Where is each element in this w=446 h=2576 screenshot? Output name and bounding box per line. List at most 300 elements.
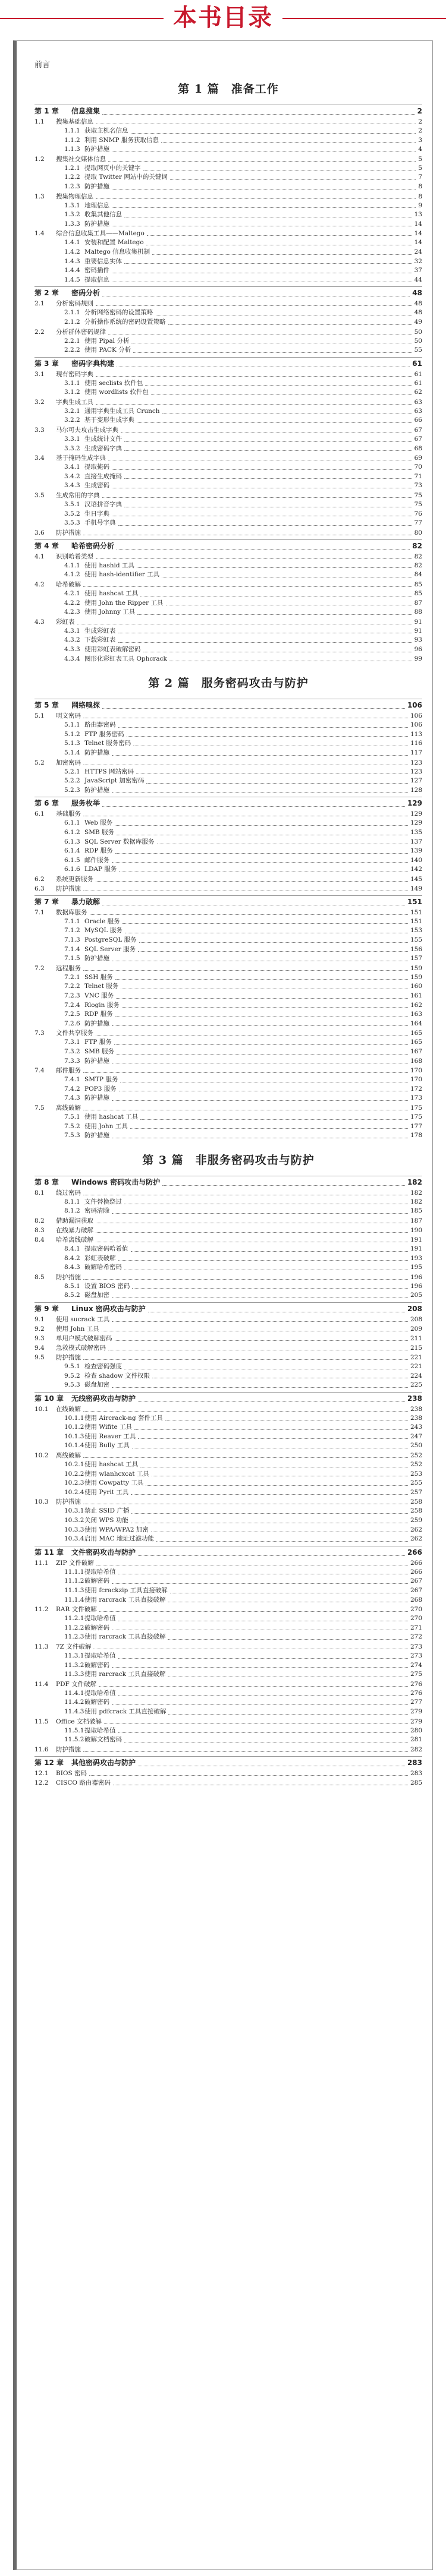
subsection-entry-title: SMB 服务 <box>84 828 114 836</box>
leader-dots <box>93 1648 408 1649</box>
subsection-entry[interactable] <box>34 201 422 211</box>
subsection-entry[interactable] <box>34 1113 422 1122</box>
section-entry-page: 2 <box>418 118 422 125</box>
section-entry-title: 彩虹表 <box>56 618 75 626</box>
leader-dots <box>83 1410 408 1412</box>
subsection-entry[interactable] <box>34 266 422 276</box>
subsection-entry[interactable] <box>34 636 422 645</box>
section-entry-number: 10.1 <box>34 1405 49 1413</box>
leader-dots <box>170 179 416 180</box>
leader-dots <box>145 384 412 386</box>
subsection-entry-page: 61 <box>414 379 422 387</box>
subsection-entry-number: 3.5.3 <box>64 519 80 527</box>
section-entry[interactable] <box>34 1451 422 1460</box>
leader-dots <box>138 951 408 952</box>
subsection-entry-title: 破解密码 <box>84 1699 109 1706</box>
leader-dots <box>112 1100 408 1101</box>
subsection-entry[interactable] <box>34 1633 422 1642</box>
leader-dots <box>96 123 416 124</box>
subsection-entry[interactable] <box>34 220 422 229</box>
subsection-entry-title: 手机号字典 <box>84 519 116 527</box>
leader-dots <box>96 558 412 559</box>
section-entry[interactable] <box>34 1680 422 1689</box>
section-entry[interactable] <box>34 875 422 884</box>
subsection-entry-title: Oracle 服务 <box>84 917 120 925</box>
leader-dots <box>83 815 408 816</box>
subsection-entry[interactable] <box>34 308 422 318</box>
section-entry-number: 11.1 <box>34 1559 49 1567</box>
leader-dots <box>112 1629 408 1630</box>
section-entry[interactable] <box>34 117 422 127</box>
chapter-entry[interactable] <box>34 699 422 711</box>
section-entry[interactable] <box>34 711 422 721</box>
subsection-entry[interactable] <box>34 1661 422 1671</box>
section-entry-title: 防护措施 <box>56 1498 81 1506</box>
chapter-entry-title: 密码字典构建 <box>71 359 115 368</box>
subsection-entry[interactable] <box>34 127 422 136</box>
subsection-entry[interactable] <box>34 164 422 173</box>
subsection-entry-number: 11.1.4 <box>64 1596 84 1603</box>
subsection-entry[interactable] <box>34 238 422 248</box>
subsection-entry[interactable] <box>34 210 422 220</box>
chapter-entry-page: 182 <box>407 1177 422 1186</box>
subsection-entry[interactable] <box>34 1001 422 1011</box>
subsection-entry[interactable] <box>34 1414 422 1423</box>
subsection-entry[interactable] <box>34 248 422 257</box>
subsection-entry-page: 267 <box>410 1587 422 1594</box>
subsection-entry[interactable] <box>34 257 422 267</box>
leader-dots <box>104 1723 408 1724</box>
subsection-entry-number: 3.5.1 <box>64 501 80 509</box>
subsection-entry-number: 3.3.2 <box>64 444 80 452</box>
subsection-entry-page: 85 <box>414 590 422 597</box>
leader-dots <box>83 717 408 718</box>
section-entry[interactable] <box>34 1353 422 1362</box>
section-entry-title: 字典生成工具 <box>56 398 93 406</box>
section-entry-number: 9.3 <box>34 1334 45 1342</box>
subsection-entry[interactable] <box>34 1479 422 1488</box>
subsection-entry[interactable] <box>34 1507 422 1516</box>
subsection-entry-title: 提取哈希值 <box>84 1726 116 1734</box>
subsection-entry-number: 1.3.1 <box>64 201 80 209</box>
subsection-entry-page: 262 <box>410 1535 422 1543</box>
section-entry[interactable] <box>34 370 422 379</box>
subsection-entry[interactable] <box>34 500 422 510</box>
subsection-entry-title: 使用 seclists 软件包 <box>84 379 143 387</box>
subsection-entry-title: 使用 pdfcrack 工具直接破解 <box>84 1707 167 1715</box>
subsection-entry-page: 247 <box>410 1432 422 1440</box>
section-entry[interactable] <box>34 552 422 561</box>
section-entry-title: 哈希破解 <box>56 581 81 588</box>
subsection-entry-title: 提取密码哈希值 <box>84 1245 128 1252</box>
subsection-entry[interactable] <box>34 828 422 838</box>
subsection-entry[interactable] <box>34 1122 422 1132</box>
subsection-entry[interactable] <box>34 1735 422 1745</box>
subsection-entry[interactable] <box>34 730 422 740</box>
subsection-entry-title: 使用 hashcat 工具 <box>84 1113 139 1120</box>
subsection-entry[interactable] <box>34 936 422 945</box>
subsection-entry-page: 7 <box>418 173 422 181</box>
subsection-entry[interactable] <box>34 1254 422 1264</box>
subsection-entry-title: 防护措施 <box>84 1132 109 1139</box>
subsection-entry[interactable] <box>34 1207 422 1216</box>
subsection-entry[interactable] <box>34 1038 422 1047</box>
subsection-entry[interactable] <box>34 1441 422 1451</box>
section-entry[interactable] <box>34 908 422 917</box>
subsection-entry-title: 使用 WPA/WPA2 加密 <box>84 1526 149 1533</box>
section-entry[interactable] <box>34 299 422 308</box>
subsection-entry[interactable] <box>34 481 422 491</box>
section-entry[interactable] <box>34 1778 422 1788</box>
subsection-entry-page: 9 <box>418 201 422 209</box>
section-entry[interactable] <box>34 1605 422 1614</box>
subsection-entry[interactable] <box>34 627 422 636</box>
toc-body <box>34 55 422 1788</box>
subsection-entry[interactable] <box>34 1689 422 1699</box>
section-entry[interactable] <box>34 229 422 238</box>
subsection-entry-page: 267 <box>410 1577 422 1585</box>
subsection-entry-page: 66 <box>414 416 422 424</box>
subsection-entry[interactable] <box>34 1460 422 1470</box>
subsection-entry-number: 7.1.1 <box>64 917 80 925</box>
subsection-entry[interactable] <box>34 1057 422 1066</box>
section-entry[interactable] <box>34 453 422 463</box>
subsection-entry[interactable] <box>34 1470 422 1479</box>
subsection-entry-number: 1.2.1 <box>64 164 80 172</box>
leader-dots <box>99 1685 408 1687</box>
leader-dots <box>152 1475 408 1476</box>
subsection-entry[interactable] <box>34 519 422 528</box>
subsection-entry-page: 142 <box>410 866 422 873</box>
chapter-entry[interactable] <box>34 1756 422 1769</box>
subsection-entry[interactable] <box>34 472 422 482</box>
section-entry[interactable] <box>34 1497 422 1507</box>
section-entry[interactable] <box>34 758 422 768</box>
section-entry-page: 50 <box>414 328 422 336</box>
subsection-entry[interactable] <box>34 838 422 847</box>
section-entry-page: 252 <box>410 1452 422 1460</box>
chapter-entry[interactable] <box>34 797 422 809</box>
leader-dots <box>124 441 412 442</box>
subsection-entry-title: 提取 Twitter 网站中的关键词 <box>84 173 168 181</box>
subsection-entry[interactable] <box>34 589 422 599</box>
subsection-entry[interactable] <box>34 1010 422 1019</box>
subsection-entry[interactable] <box>34 444 422 454</box>
chapter-entry[interactable] <box>34 1392 422 1404</box>
subsection-entry[interactable] <box>34 749 422 758</box>
leader-dots <box>115 1016 408 1017</box>
subsection-entry[interactable] <box>34 346 422 355</box>
subsection-entry[interactable] <box>34 1282 422 1292</box>
leader-dots <box>102 708 405 709</box>
subsection-entry-title: 使用 hash-identifier 工具 <box>84 571 160 579</box>
section-entry[interactable] <box>34 397 422 407</box>
subsection-entry[interactable] <box>34 1372 422 1381</box>
section-entry[interactable] <box>34 1315 422 1324</box>
subsection-entry[interactable] <box>34 973 422 983</box>
chapter-entry[interactable] <box>34 539 422 552</box>
subsection-entry[interactable] <box>34 1698 422 1707</box>
section-entry-title: BIOS 密码 <box>56 1769 87 1777</box>
subsection-entry-title: 使用 Reaver 工具 <box>84 1432 136 1440</box>
subsection-entry[interactable] <box>34 510 422 519</box>
subsection-entry[interactable] <box>34 739 422 749</box>
leader-dots <box>96 1241 408 1242</box>
section-entry[interactable] <box>34 528 422 538</box>
subsection-entry[interactable] <box>34 1526 422 1535</box>
section-entry-page: 75 <box>414 492 422 500</box>
subsection-entry-number: 10.2.4 <box>64 1488 84 1496</box>
subsection-entry[interactable] <box>34 1516 422 1526</box>
section-entry[interactable] <box>34 425 422 435</box>
subsection-entry[interactable] <box>34 1362 422 1372</box>
chapter-entry[interactable] <box>34 895 422 908</box>
chapter-entry[interactable] <box>34 286 422 299</box>
subsection-entry[interactable] <box>34 379 422 389</box>
subsection-entry-number: 3.4.2 <box>64 472 80 480</box>
subsection-entry[interactable] <box>34 463 422 472</box>
subsection-entry[interactable] <box>34 1488 422 1498</box>
subsection-entry[interactable] <box>34 982 422 992</box>
subsection-entry-page: 279 <box>410 1707 422 1715</box>
subsection-entry-number: 11.1.2 <box>64 1577 84 1585</box>
section-entry[interactable] <box>34 1769 422 1778</box>
section-entry[interactable] <box>34 1066 422 1075</box>
subsection-entry[interactable] <box>34 1245 422 1254</box>
subsection-entry[interactable] <box>34 954 422 964</box>
leader-dots <box>96 880 408 882</box>
subsection-entry-page: 24 <box>414 248 422 255</box>
subsection-entry-page: 32 <box>414 257 422 265</box>
subsection-entry[interactable] <box>34 1131 422 1141</box>
subsection-entry[interactable] <box>34 570 422 580</box>
section-entry-title: 防护措施 <box>56 1353 81 1361</box>
subsection-entry-title: Telnet 服务 <box>84 983 119 990</box>
section-entry[interactable] <box>34 1226 422 1235</box>
subsection-entry[interactable] <box>34 1726 422 1736</box>
subsection-entry-title: 磁盘加密 <box>84 1381 109 1389</box>
subsection-entry[interactable] <box>34 1535 422 1544</box>
section-entry-title: 基础服务 <box>56 810 81 818</box>
subsection-entry[interactable] <box>34 173 422 182</box>
subsection-entry-page: 168 <box>410 1057 422 1065</box>
section-entry[interactable] <box>34 1334 422 1343</box>
subsection-entry[interactable] <box>34 1652 422 1661</box>
subsection-entry[interactable] <box>34 608 422 617</box>
subsection-entry[interactable] <box>34 856 422 866</box>
subsection-entry[interactable] <box>34 145 422 154</box>
section-entry-number: 12.2 <box>34 1779 49 1786</box>
subsection-entry-page: 116 <box>410 740 422 747</box>
subsection-entry[interactable] <box>34 337 422 346</box>
subsection-entry[interactable] <box>34 847 422 856</box>
subsection-entry[interactable] <box>34 388 422 397</box>
section-entry[interactable] <box>34 1642 422 1652</box>
subsection-entry[interactable] <box>34 786 422 795</box>
subsection-entry[interactable] <box>34 1670 422 1680</box>
subsection-entry[interactable] <box>34 1094 422 1103</box>
leader-dots <box>96 305 412 306</box>
subsection-entry[interactable] <box>34 318 422 327</box>
leader-dots <box>96 1232 408 1233</box>
chapter-entry-page: 266 <box>407 1548 422 1557</box>
section-entry[interactable] <box>34 1188 422 1198</box>
subsection-entry-title: 路由器密码 <box>84 721 116 729</box>
subsection-entry-number: 2.1.2 <box>64 318 80 326</box>
subsection-entry-page: 163 <box>410 1011 422 1018</box>
section-entry[interactable] <box>34 884 422 894</box>
subsection-entry[interactable] <box>34 917 422 927</box>
subsection-entry[interactable] <box>34 435 422 444</box>
leader-dots <box>102 904 405 905</box>
leader-dots <box>112 960 408 961</box>
subsection-entry[interactable] <box>34 1614 422 1624</box>
subsection-entry[interactable] <box>34 1019 422 1029</box>
chapter-entry[interactable] <box>34 1176 422 1188</box>
subsection-entry[interactable] <box>34 276 422 285</box>
subsection-entry[interactable] <box>34 655 422 664</box>
subsection-entry-title: 地理信息 <box>84 201 109 209</box>
subsection-entry[interactable] <box>34 1381 422 1390</box>
subsection-entry[interactable] <box>34 1586 422 1596</box>
subsection-entry[interactable] <box>34 1075 422 1085</box>
leader-dots <box>139 942 408 943</box>
part-heading: 第 2 篇 服务密码攻击与防护 <box>148 677 309 690</box>
section-entry[interactable] <box>34 617 422 627</box>
section-entry-title: 防护措施 <box>56 1273 81 1281</box>
subsection-entry-number: 4.1.2 <box>64 571 80 579</box>
toc-title: 本书目录 <box>164 2 282 33</box>
section-entry[interactable] <box>34 1343 422 1353</box>
subsection-entry[interactable] <box>34 416 422 425</box>
subsection-entry[interactable] <box>34 136 422 146</box>
subsection-entry[interactable] <box>34 1291 422 1300</box>
subsection-entry-title: 重要信息实体 <box>84 257 122 265</box>
subsection-entry-title: 下载彩虹表 <box>84 636 116 644</box>
subsection-entry[interactable] <box>34 1707 422 1717</box>
subsection-entry[interactable] <box>34 776 422 786</box>
chapter-entry[interactable] <box>34 357 422 370</box>
section-entry[interactable] <box>34 1216 422 1226</box>
subsection-entry-page: 182 <box>410 1198 422 1205</box>
subsection-entry-number: 7.1.3 <box>64 936 80 944</box>
subsection-entry[interactable] <box>34 1624 422 1633</box>
subsection-entry[interactable] <box>34 721 422 730</box>
subsection-entry-title: SMB 服务 <box>84 1048 114 1055</box>
subsection-entry-page: 151 <box>410 917 422 925</box>
section-entry[interactable] <box>34 964 422 973</box>
subsection-entry[interactable] <box>34 1423 422 1432</box>
subsection-entry-number: 5.1.1 <box>64 721 80 729</box>
leader-dots <box>162 412 412 413</box>
subsection-entry[interactable] <box>34 1432 422 1442</box>
section-entry-title: 防护措施 <box>56 1745 81 1753</box>
section-entry[interactable] <box>34 809 422 819</box>
section-entry-number: 8.3 <box>34 1226 45 1234</box>
leader-dots <box>96 1564 408 1565</box>
subsection-entry[interactable] <box>34 945 422 955</box>
section-entry-title: 基于掩码生成字典 <box>56 454 106 462</box>
subsection-entry-title: 使用 hashcat 工具 <box>84 590 139 597</box>
subsection-entry-title: 邮件服务 <box>84 856 109 864</box>
subsection-entry[interactable] <box>34 645 422 655</box>
section-entry[interactable] <box>34 1324 422 1334</box>
section-entry-number: 1.4 <box>34 230 45 238</box>
section-entry[interactable] <box>34 154 422 164</box>
section-entry[interactable] <box>34 1273 422 1282</box>
chapter-entry-number: 第 1 章 <box>34 107 59 115</box>
section-entry-number: 5.1 <box>34 712 45 720</box>
subsection-entry-title: LDAP 服务 <box>84 866 117 873</box>
subsection-entry[interactable] <box>34 768 422 777</box>
subsection-entry[interactable] <box>34 561 422 571</box>
section-entry-number: 2.2 <box>34 328 45 336</box>
chapter-entry-page: 129 <box>407 799 422 808</box>
subsection-entry[interactable] <box>34 1198 422 1207</box>
section-entry[interactable] <box>34 1103 422 1113</box>
section-entry[interactable] <box>34 1745 422 1754</box>
subsection-entry-number: 7.2.5 <box>64 1011 80 1018</box>
subsection-entry[interactable] <box>34 926 422 936</box>
leader-dots <box>152 1377 408 1378</box>
leader-dots <box>108 160 416 162</box>
section-entry[interactable] <box>34 491 422 500</box>
leader-dots <box>131 1522 408 1523</box>
subsection-entry-page: 37 <box>414 267 422 274</box>
subsection-entry-number: 5.1.4 <box>64 749 80 756</box>
subsection-entry[interactable] <box>34 1047 422 1057</box>
subsection-entry-title: POP3 服务 <box>84 1085 117 1093</box>
leader-dots <box>127 735 408 737</box>
chapter-entry[interactable] <box>34 1546 422 1558</box>
subsection-entry-title: 检查密码强度 <box>84 1362 122 1370</box>
subsection-entry[interactable] <box>34 819 422 828</box>
leader-dots <box>146 244 412 245</box>
leader-dots <box>89 1775 408 1776</box>
subsection-entry[interactable] <box>34 1568 422 1577</box>
section-entry[interactable] <box>34 1235 422 1245</box>
section-entry[interactable] <box>34 327 422 337</box>
section-entry[interactable] <box>34 1717 422 1726</box>
leader-dots <box>115 853 408 854</box>
section-entry-number: 11.2 <box>34 1606 49 1614</box>
section-entry[interactable] <box>34 580 422 589</box>
section-entry[interactable] <box>34 1404 422 1414</box>
section-entry[interactable] <box>34 192 422 201</box>
section-entry-title: Office 文档破解 <box>56 1718 102 1725</box>
subsection-entry[interactable] <box>34 1596 422 1605</box>
subsection-entry-title: 生成统计文件 <box>84 435 122 443</box>
chapter-entry[interactable] <box>34 105 422 117</box>
chapter-entry[interactable] <box>34 1302 422 1315</box>
subsection-entry-title: SQL Server 数据库服务 <box>84 838 155 845</box>
subsection-entry-title: 使用 PACK 分析 <box>84 346 131 354</box>
chapter-entry-page: 151 <box>407 897 422 906</box>
section-entry-number: 3.1 <box>34 370 45 378</box>
section-entry[interactable] <box>34 1028 422 1038</box>
subsection-entry[interactable] <box>34 992 422 1001</box>
subsection-entry[interactable] <box>34 599 422 608</box>
subsection-entry[interactable] <box>34 407 422 416</box>
subsection-entry[interactable] <box>34 1577 422 1586</box>
leader-dots <box>123 923 408 924</box>
subsection-entry[interactable] <box>34 865 422 875</box>
subsection-entry[interactable] <box>34 1085 422 1094</box>
section-entry[interactable] <box>34 1558 422 1568</box>
subsection-entry-page: 55 <box>414 346 422 354</box>
subsection-entry[interactable] <box>34 1263 422 1273</box>
subsection-entry[interactable] <box>34 182 422 192</box>
